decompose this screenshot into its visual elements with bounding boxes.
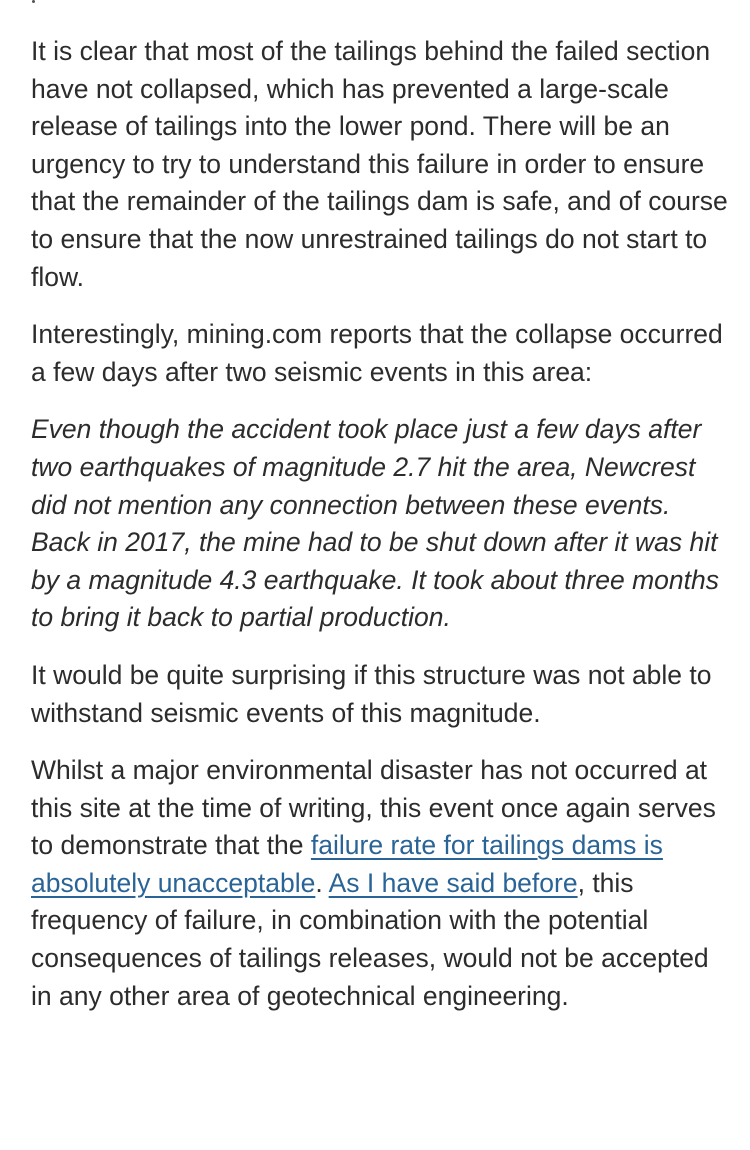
conclusion-text-3: , this frequency of failure, in combination with the potential consequences of tailings releases, would not be accepted in any other area of geotechnical engineering. xyxy=(31,867,709,1011)
blockquote-mining-com: Even though the accident took place just a few days after two earthquakes of magnitude 2.7 hit the area, Newcrest did not mention any connection between these events. Back in 2017, the mine had to be shut down after it was hit by a magnitude 4.3 earthquake. It took about three months to bring it back to partial production. xyxy=(31,414,719,633)
article-body xyxy=(31,33,736,1035)
paragraph-conclusion xyxy=(31,752,736,1015)
said-before-link[interactable]: As I have said before xyxy=(328,867,578,898)
cropped-text-fragment xyxy=(32,0,35,3)
paragraph-seismic-events-intro: Interestingly, mining.com reports that the collapse occurred a few days after two seismic events in this area: xyxy=(31,319,723,387)
paragraph-structure-surprise: It would be quite surprising if this structure was not able to withstand seismic events of this magnitude. xyxy=(31,659,712,728)
paragraph-tailings-not-collapsed: It is clear that most of the tailings behind the failed section have not collapsed, which has prevented a large-scale release of tailings into the lower pond. There will be an urgency to try to understand this failure in order to ensure that the remainder of the tailings dam is safe, and of course to ensure that the now unrestrained tailings do not start to flow. xyxy=(31,36,728,292)
conclusion-text-1: Whilst a major environmental disaster has not occurred at this site at the time of writing, this event once again serves to demonstrate that the xyxy=(31,755,716,861)
conclusion-text-2: . xyxy=(315,867,329,898)
failure-rate-link[interactable]: failure rate for tailings dams is absolutely unacceptable xyxy=(31,830,663,898)
